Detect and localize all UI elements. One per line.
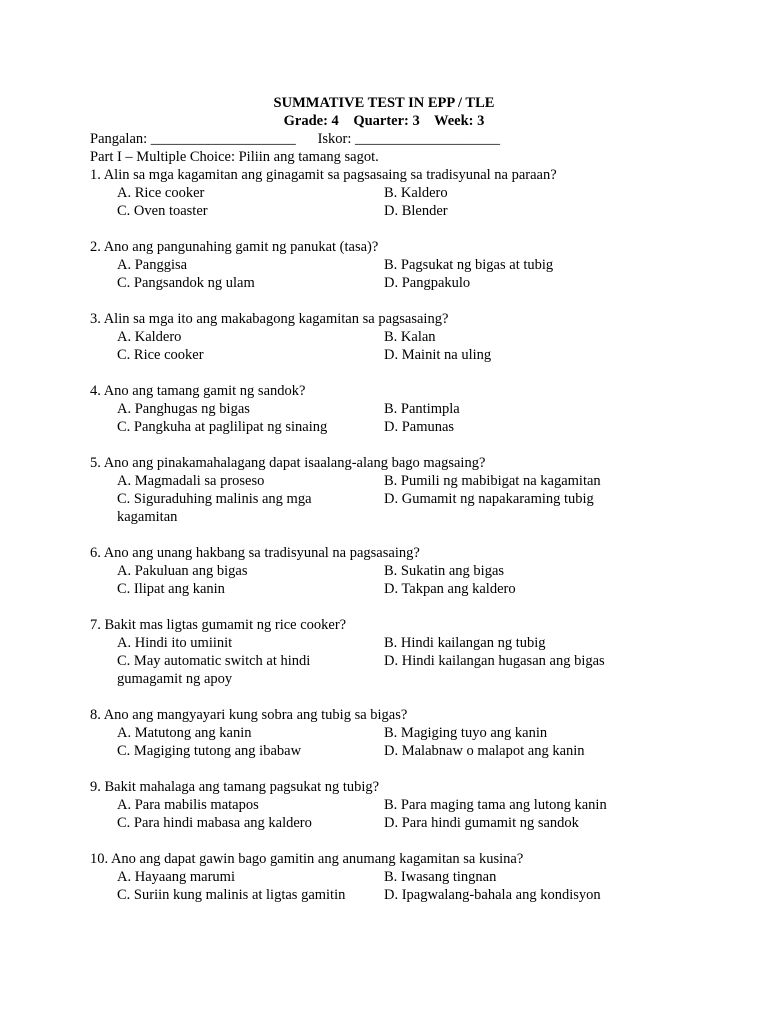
grade-label: Grade: 4 [283,113,339,129]
choice-b: B. Magiging tuyo ang kanin [384,725,548,741]
choice-a: A. Panggisa [117,257,188,273]
choice-d: D. Pamunas [384,419,455,435]
question-text: 9. Bakit mahalaga ang tamang pagsukat ng tubig? [90,779,380,795]
choice-a: A. Panghugas ng bigas [117,401,250,417]
choice-d: D. Gumamit ng napakaraming tubig [384,491,594,507]
choice-b: B. Hindi kailangan ng tubig [384,635,546,651]
question-text: 4. Ano ang tamang gamit ng sandok? [90,383,306,399]
choice-c: C. Ilipat ang kanin [117,581,225,597]
choice-d: D. Takpan ang kaldero [384,581,516,597]
question-9 [90,778,678,832]
question-6 [90,544,678,598]
choice-c: C. Suriin kung malinis at ligtas gamitin [117,887,346,903]
question-7 [90,616,678,688]
choice-b: B. Iwasang tingnan [384,869,497,885]
choice-a: A. Para mabilis matapos [117,797,259,813]
choice-b: B. Pagsukat ng bigas at tubig [384,257,554,273]
test-meta [90,112,678,130]
choice-b: B. Pumili ng mabibigat na kagamitan [384,473,601,489]
choice-c-continued: gumagamit ng apoy [117,671,233,687]
question-1 [90,166,678,220]
choice-a: A. Pakuluan ang bigas [117,563,248,579]
choice-d: D. Mainit na uling [384,347,492,363]
question-8 [90,706,678,760]
choice-c: C. Magiging tutong ang ibabaw [117,743,302,759]
choice-b: B. Kalan [384,329,436,345]
choice-a: A. Matutong ang kanin [117,725,252,741]
question-4 [90,382,678,436]
choice-d: D. Ipagwalang-bahala ang kondisyon [384,887,601,903]
week-label: Week: 3 [434,113,485,129]
question-text: 6. Ano ang unang hakbang sa tradisyunal na pagsasaing? [90,545,420,561]
choice-a: A. Magmadali sa proseso [117,473,265,489]
part-instruction: Part I – Multiple Choice: Piliin ang tamang sagot. [90,149,379,165]
question-text: 8. Ano ang mangyayari kung sobra ang tubig sa bigas? [90,707,408,723]
choice-d: D. Malabnaw o malapot ang kanin [384,743,585,759]
choice-d: D. Para hindi gumamit ng sandok [384,815,579,831]
choice-c-continued: kagamitan [117,509,178,525]
choice-c: C. Rice cooker [117,347,204,363]
choice-c: C. Pangsandok ng ulam [117,275,255,291]
question-text: 1. Alin sa mga kagamitan ang ginagamit sa pagsasaing sa tradisyunal na paraan? [90,167,557,183]
choice-c: C. Para hindi mabasa ang kaldero [117,815,312,831]
choice-d: D. Blender [384,203,448,219]
choice-a: A. Hindi ito umiinit [117,635,233,651]
score-field: Iskor: ____________________ [317,131,501,147]
choice-b: B. Para maging tama ang lutong kanin [384,797,607,813]
question-2 [90,238,678,292]
question-text: 10. Ano ang dapat gawin bago gamitin ang anumang kagamitan sa kusina? [90,851,524,867]
choice-a: A. Kaldero [117,329,182,345]
question-text: 7. Bakit mas ligtas gumamit ng rice cooker? [90,617,347,633]
question-10 [90,850,678,904]
choice-b: B. Kaldero [384,185,448,201]
page-title: SUMMATIVE TEST IN EPP / TLE [273,95,495,111]
choice-b: B. Pantimpla [384,401,460,417]
choice-c: C. May automatic switch at hindi [117,653,311,669]
choice-a: A. Hayaang marumi [117,869,235,885]
choice-b: B. Sukatin ang bigas [384,563,505,579]
question-text: 5. Ano ang pinakamahalagang dapat isaalang-alang bago magsaing? [90,455,486,471]
choice-d: D. Pangpakulo [384,275,471,291]
question-text: 3. Alin sa mga ito ang makabagong kagamitan sa pagsasaing? [90,311,449,327]
quarter-label: Quarter: 3 [353,113,420,129]
choice-c: C. Oven toaster [117,203,208,219]
question-5 [90,454,678,526]
question-3 [90,310,678,364]
choice-c: C. Siguraduhing malinis ang mga [117,491,312,507]
question-text: 2. Ano ang pangunahing gamit ng panukat (tasa)? [90,239,379,255]
choice-d: D. Hindi kailangan hugasan ang bigas [384,653,605,669]
choice-c: C. Pangkuha at paglilipat ng sinaing [117,419,328,435]
choice-a: A. Rice cooker [117,185,205,201]
student-fields [90,130,678,148]
name-field: Pangalan: ____________________ [90,131,296,147]
